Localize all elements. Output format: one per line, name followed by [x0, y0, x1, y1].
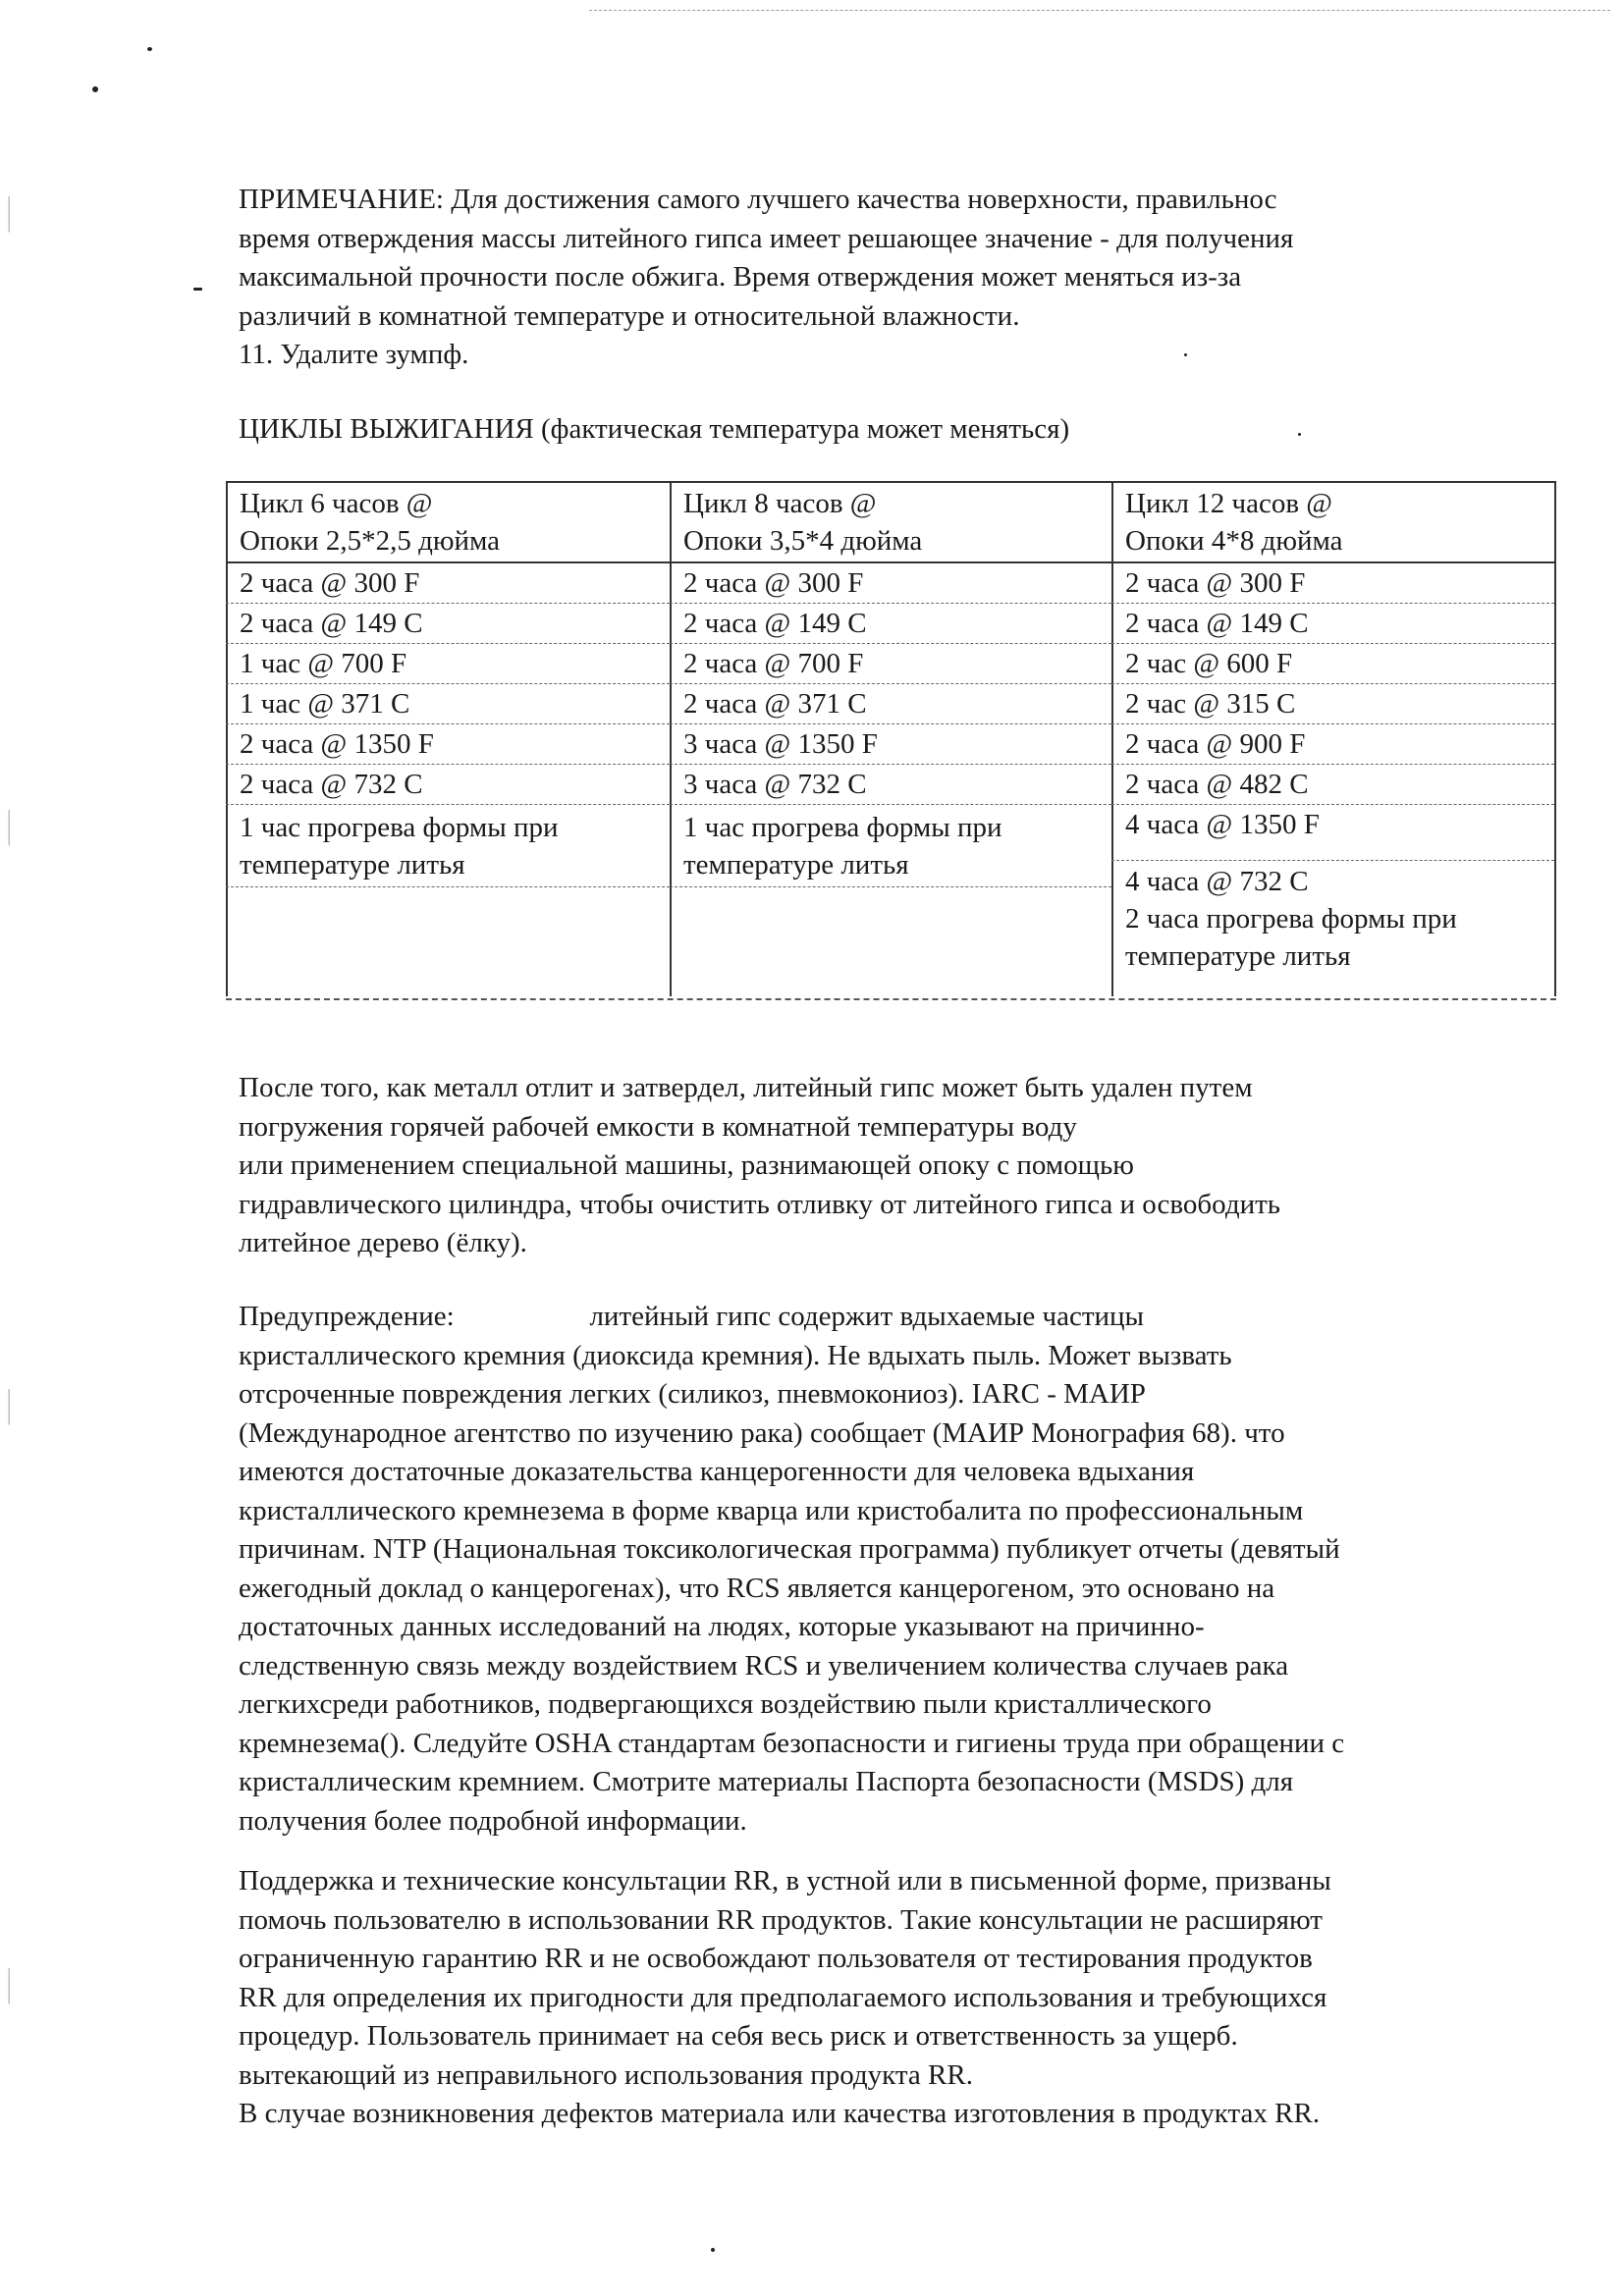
paragraph-line: кристаллического кремнезема в форме кварца или кристобалита по профессиональным — [239, 1494, 1304, 1526]
scan-speck — [1298, 433, 1301, 436]
note-line: время отверждения массы литейного гипса имеет решающее значение - для получения — [239, 222, 1294, 254]
table-cell: 2 часа @ 300 F — [1111, 563, 1554, 604]
scan-speck — [92, 86, 98, 92]
table-cell: 2 часа @ 149 C — [226, 604, 670, 644]
table-cell: 2 часа @ 482 C — [1111, 765, 1554, 805]
margin-punch-mark: | | | | — [8, 1966, 10, 2004]
paragraph-line: следственную связь между воздействием RCS и увеличением количества случаев рака — [239, 1649, 1289, 1682]
paragraph-line: достаточных данных исследований на людях, которые указывают на причинно- — [239, 1611, 1205, 1642]
paragraph-line: процедур. Пользователь принимает на себя весь риск и ответственность за ущерб. — [239, 2020, 1238, 2052]
paragraph-line: получения более подробной информации. — [239, 1804, 747, 1837]
paragraph-line: или применением специальной машины, разнимающей опоку с помощью — [239, 1149, 1134, 1181]
note-paragraph — [239, 181, 1544, 375]
cycle-title: Цикл 12 часов @ — [1125, 488, 1333, 519]
table-cell-line: 2 часа прогрева формы при — [1125, 903, 1457, 934]
table-cell: 1 час прогрева формы при температуре литья — [670, 805, 1111, 887]
cycle-8h-column — [670, 481, 1111, 995]
paragraph-line: кристаллического кремния (диоксида кремния). Не вдыхать пыль. Может вызвать — [239, 1339, 1232, 1371]
table-cell: 4 часа @ 1350 F — [1111, 805, 1554, 861]
table-cell: 2 часа @ 732 C — [226, 765, 670, 805]
table-column-divider — [1554, 481, 1556, 996]
after-casting-paragraph — [239, 1069, 1544, 1263]
table-cell-line: 4 часа @ 732 C — [1125, 866, 1309, 897]
margin-punch-mark: | | | | — [8, 194, 10, 233]
burnout-cycles-table — [226, 481, 1556, 996]
note-line: ПРИМЕЧАНИЕ: Для достижения самого лучшего качества новерхности, правильнос — [239, 184, 1277, 215]
note-line: максимальной прочности после обжига. Время отверждения может меняться из-за — [239, 261, 1242, 293]
table-cell: 2 часа @ 1350 F — [226, 724, 670, 765]
table-cell: 3 часа @ 1350 F — [670, 724, 1111, 765]
support-disclaimer-paragraph — [239, 1862, 1544, 2134]
paragraph-line: ограниченную гарантию RR и не освобождают пользователя от тестирования продуктов — [239, 1943, 1313, 1974]
top-dashed-rule — [589, 10, 1610, 11]
table-cell: 2 часа @ 149 C — [1111, 604, 1554, 644]
note-line: различий в комнатной температуре и относительной влажности. — [239, 299, 1020, 332]
paragraph-line: Поддержка и технические консультации RR, в устной или в письменной форме, призваны — [239, 1865, 1331, 1896]
table-cell: 2 часа @ 300 F — [670, 563, 1111, 604]
flask-size: Опоки 4*8 дюйма — [1125, 525, 1343, 557]
paragraph-line: погружения горячей рабочей емкости в комнатной температуры воду — [239, 1110, 1077, 1143]
paragraph-line: ежегодный доклад о канцерогенах), что RCS является канцерогеном, это основано на — [239, 1572, 1275, 1604]
margin-punch-mark: | | | | — [8, 1387, 10, 1425]
table-cell: 3 часа @ 732 C — [670, 765, 1111, 805]
table-cell: 2 час @ 600 F — [1111, 644, 1554, 684]
cycle-6h-column — [226, 481, 670, 995]
table-cell: 2 часа @ 300 F — [226, 563, 670, 604]
cycle-title: Цикл 8 часов @ — [683, 488, 877, 519]
paragraph-line: Предупреждение: литейный гипс содержит вдыхаемые частицы — [239, 1301, 1145, 1332]
table-cell: 1 час @ 700 F — [226, 644, 670, 684]
table-header-cell — [226, 481, 670, 563]
paragraph-line: (Международное агентство по изучению рака) сообщает (МАИР Монография 68). что — [239, 1416, 1285, 1449]
scan-speck — [711, 2248, 715, 2252]
table-cell-line: температуре литья — [1125, 940, 1351, 972]
paragraph-line: кремнезема(). Следуйте OSHA стандартам безопасности и гигиены труда при обращении с — [239, 1727, 1345, 1759]
scan-speck — [147, 47, 152, 51]
table-empty-cell — [226, 887, 670, 995]
paragraph-line: отсроченные повреждения легких (силикоз, пневмокониоз). IARC - МАИР — [239, 1378, 1146, 1410]
table-header-cell — [1111, 481, 1554, 563]
paragraph-line: легкихсреди работников, подвергающихся воздействию пыли кристаллического — [239, 1688, 1212, 1720]
table-cell: 2 часа @ 149 C — [670, 604, 1111, 644]
scan-speck — [193, 288, 202, 291]
table-cell: 2 часа @ 371 C — [670, 684, 1111, 724]
paragraph-line: причинам. NTP (Национальная токсикологическая программа) публикует отчеты (девятый — [239, 1533, 1340, 1565]
cycle-title: Цикл 6 часов @ — [240, 488, 433, 519]
step-remove-sprue: 11. Удалите зумпф. — [239, 339, 469, 370]
table-cell: 1 час прогрева формы при температуре литья — [226, 805, 670, 887]
burnout-cycles-heading: ЦИКЛЫ ВЫЖИГАНИЯ (фактическая температура может меняться) — [239, 413, 1070, 445]
table-header-cell — [670, 481, 1111, 563]
paragraph-line: В случае возникновения дефектов материала или качества изготовления в продуктах RR. — [239, 2098, 1321, 2129]
table-cell: 2 часа @ 900 F — [1111, 724, 1554, 765]
table-cell: 2 час @ 315 C — [1111, 684, 1554, 724]
cycle-12h-column — [1111, 481, 1554, 979]
paragraph-line: литейное дерево (ёлку). — [239, 1227, 527, 1258]
paragraph-line: вытекающий из неправильного использования продукта RR. — [239, 2058, 973, 2091]
silica-warning-paragraph — [239, 1298, 1544, 1841]
paragraph-line: помочь пользователю в использовании RR продуктов. Такие консультации не расширяют — [239, 1903, 1323, 1936]
table-cell: 2 часа @ 700 F — [670, 644, 1111, 684]
table-cell: 1 час @ 371 C — [226, 684, 670, 724]
margin-punch-mark: | | | | — [8, 808, 10, 846]
paragraph-line: RR для определения их пригодности для предполагаемого использования и требующихся — [239, 1981, 1327, 2013]
table-cell — [1111, 861, 1554, 979]
paragraph-line: имеются достаточные доказательства канцерогенности для человека вдыхания — [239, 1456, 1195, 1487]
table-empty-cell — [670, 887, 1111, 995]
paragraph-line: гидравлического цилиндра, чтобы очистить отливку от литейного гипса и освободить — [239, 1188, 1280, 1220]
flask-size: Опоки 2,5*2,5 дюйма — [240, 525, 501, 557]
paragraph-line: кристаллическим кремнием. Смотрите материалы Паспорта безопасности (MSDS) для — [239, 1766, 1294, 1797]
paragraph-line: После того, как металл отлит и затвердел, литейный гипс может быть удален путем — [239, 1072, 1253, 1103]
flask-size: Опоки 3,5*4 дюйма — [683, 525, 923, 557]
